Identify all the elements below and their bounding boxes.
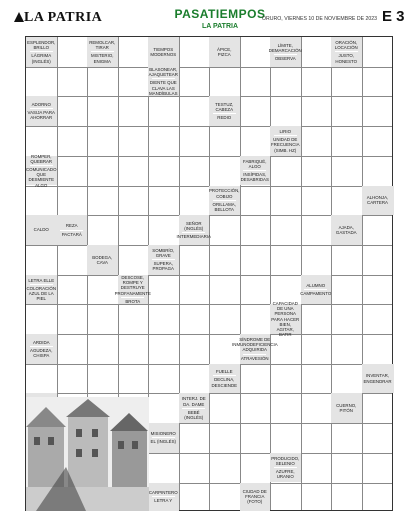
section-subtitle: LA PATRIA [201, 23, 239, 30]
clue-text: INVENTAR, ENGENDRAR [363, 373, 392, 384]
clue-text: INTERJ. DE DA. DAME [181, 396, 206, 407]
clue-cell [270, 37, 301, 67]
grid-line [26, 304, 392, 305]
clue-text: BEBÉ (INGLÉS) [184, 409, 204, 420]
clue-cell [114, 274, 151, 305]
clue-text: AZUFRE, URANIO [275, 469, 295, 480]
clue-text: COLORACIÓN AZUL DE LA PIEL [26, 285, 57, 302]
clue-text: SÍNDROME DE INMUNODEFICIENCIA ADQUIRIDA [232, 336, 278, 353]
crossword-grid [25, 36, 393, 511]
clue-cell [148, 483, 179, 512]
clue-text: TIEMPOS MODERNOS [150, 46, 177, 57]
clue-text: INSÍPIDAS, DESABRIDAS [240, 172, 269, 183]
clue-text: EL (INGLÉS) [150, 439, 176, 445]
clue-text: FUELLE [215, 369, 233, 375]
grid-line [26, 275, 392, 276]
clue-text: ADORNO [31, 101, 51, 107]
clue-cell [362, 364, 394, 394]
clue-text: CUERNO, PITÓN [336, 403, 357, 414]
clue-cell [26, 334, 57, 364]
grid-line [362, 37, 363, 510]
grid-line [26, 334, 392, 335]
clue-text: DECLINA, DESCIENDE [211, 377, 238, 388]
clue-text: LETRA Y [154, 498, 173, 504]
clue-cell [87, 245, 118, 275]
clue-cell [240, 483, 271, 512]
clue-text: FABRIQUÉ, ALGO [243, 158, 267, 169]
clue-text: BODEGA, CAVA [92, 254, 113, 265]
section-title: PASATIEMPOS [174, 7, 266, 21]
clue-cell [209, 96, 240, 126]
clue-cell [240, 156, 271, 186]
grid-line [240, 37, 241, 510]
clue-cell [331, 393, 362, 423]
clue-text: LÁGRIMA (INGLÉS) [31, 53, 52, 64]
city-photo-image [26, 397, 149, 511]
clue-cell [26, 153, 57, 188]
page-header [0, 0, 420, 36]
clue-cell [209, 37, 240, 67]
grid-line [26, 156, 392, 157]
clue-text: CALDO [33, 227, 49, 233]
clue-cell [176, 215, 211, 245]
city-photo [26, 397, 149, 511]
clue-text: ALHONJA, CARTERA [366, 195, 389, 206]
clue-text: REDIO [217, 115, 232, 121]
clue-text: SOMBRÍO, GRAVE [152, 247, 175, 259]
clue-text: ALUMNO [306, 282, 326, 288]
grid-line [179, 37, 180, 510]
clue-cell [87, 37, 118, 67]
clue-text: AJADA, GASTADA [335, 224, 357, 236]
clue-text: CIUDAD DE FRANCIA (FOTO) [242, 488, 267, 505]
clue-text: CAMPAMENTO [300, 290, 332, 296]
clue-text: OBSERVA [274, 55, 296, 61]
clue-text: AGUDEZA, CHISPA [30, 347, 53, 358]
clue-cell [148, 245, 179, 275]
clue-text: ROMPER, QUEBRAR [30, 153, 53, 164]
page-number: E 3 [382, 8, 405, 25]
clue-text: ORACIÓN, LOCACIÓN [334, 39, 358, 51]
clue-text: MISIONERO [150, 431, 176, 437]
clue-text: UNIDAD DE FRECUENCIA (SIMB. HZ) [271, 137, 300, 153]
clue-text: JUSTO, HONESTO [335, 53, 358, 64]
clue-cell [331, 215, 362, 245]
clue-cell [209, 186, 240, 216]
grid-line [331, 37, 332, 510]
clue-text: SUPERA, PROPAGA [152, 261, 174, 272]
clue-cell [57, 215, 88, 245]
clue-text: LÍMITE, DEMARCACIÓN [268, 42, 302, 53]
clue-cell [26, 37, 57, 67]
clue-text: ORILLAMA, BELLOTA [212, 201, 236, 213]
clue-text: ÁPICE, PIZCA [217, 46, 232, 57]
grid-line [301, 37, 302, 510]
newspaper-logo-icon [14, 12, 24, 22]
clue-text: ESPLENDOR, BRILLO [27, 39, 56, 51]
clue-cell [270, 300, 301, 338]
clue-text: PROTECCIÓN, COBIJO [209, 188, 240, 199]
clue-cell [26, 275, 57, 305]
clue-text: PRODUCIDO, SELENIO [271, 455, 300, 466]
clue-cell [270, 453, 301, 483]
grid-line [26, 67, 392, 68]
clue-text: INTERMEDIARIA [176, 234, 211, 240]
clue-text: VASIJA PARA AHORRAR [27, 110, 55, 121]
clue-text: BROTA [125, 298, 141, 304]
clue-text: REMOLCAR, TIRAR [89, 39, 116, 51]
clue-text: BLASONEAR, AJAQUETEAR [148, 67, 178, 78]
clue-cell [301, 275, 332, 305]
clue-text: CAPACIDAD DE UNA PERSONA PARA HACER BIEN, AGITAR, BATIR [271, 300, 300, 338]
clue-text: DESCOSE, ROMPE Y DESTRUYE PROFANAMENTE [114, 274, 151, 296]
grid-line [270, 37, 271, 510]
clue-cell [148, 67, 179, 97]
section-title-box [168, 7, 272, 31]
clue-text: SEÑOR (INGLÉS) [184, 220, 204, 231]
clue-cell [362, 186, 394, 216]
newspaper-name: LA PATRIA [24, 10, 103, 25]
clue-cell [148, 37, 179, 67]
clue-text: LETRA ELLE [28, 277, 55, 283]
clue-cell [232, 334, 278, 364]
grid-line [26, 126, 392, 127]
clue-cell [148, 423, 179, 453]
clue-text: COMUNICADO QUE DESMIENTE ALGO [26, 166, 57, 188]
clue-text: ATRAVESIÓN [240, 355, 269, 361]
clue-text: REZA [65, 223, 78, 229]
clue-text: CARPINTERO [148, 490, 178, 496]
clue-text: DIENTE QUE CLAVA LAS MANDÍBULAS [148, 80, 178, 96]
clue-cell [331, 37, 362, 67]
issue-date: ORURO, VIERNES 10 DE NOVIEMBRE DE 2023 [262, 16, 378, 22]
clue-text: TESTUZ, CABEZA [215, 101, 234, 113]
clue-cell [179, 393, 210, 423]
clue-cell [26, 96, 57, 126]
clue-cell [270, 126, 301, 156]
clue-cell [26, 215, 57, 245]
grid-line [26, 245, 392, 246]
clue-text: PACTARÁ [61, 231, 82, 237]
clue-text: MISTERIO, ENIGMA [91, 53, 114, 64]
clue-text: ARDIDA [32, 339, 50, 345]
clue-text: LIRIO [279, 129, 291, 135]
clue-cell [209, 364, 240, 394]
